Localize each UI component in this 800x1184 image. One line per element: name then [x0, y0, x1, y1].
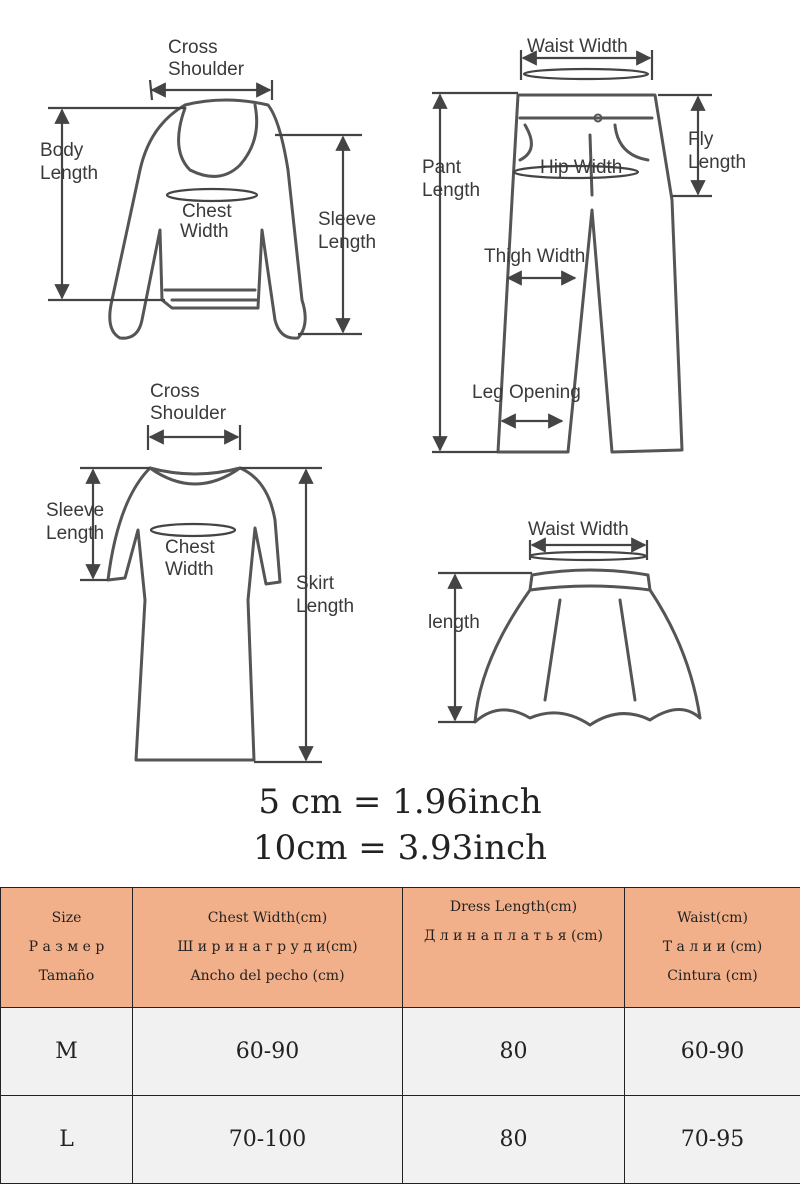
- dress-cross-shoulder-label-1: Cross: [150, 381, 200, 402]
- skirt-length-label: length: [428, 612, 480, 633]
- dress-figure: [108, 468, 280, 760]
- sweater-chest-width-label-2: Width: [180, 221, 229, 242]
- conversion-line-1: 5 cm = 1.96inch: [0, 782, 800, 822]
- header-size-en: Size: [5, 909, 128, 928]
- header-chest-width-en: Chest Width(cm): [137, 909, 398, 928]
- dress-cross-shoulder-measure: [148, 381, 240, 450]
- cell-size: M: [1, 1008, 133, 1096]
- header-dress-length-en: Dress Length(cm): [407, 898, 620, 917]
- conversion-line-2: 10cm = 3.93inch: [0, 828, 800, 868]
- sweater-sleeve-length-label-1: Sleeve: [318, 209, 376, 230]
- header-waist-es: Cintura (cm): [629, 967, 796, 986]
- pants-thigh-width-measure: [484, 246, 585, 278]
- header-size-es: Tamaño: [5, 967, 128, 986]
- cell-size: L: [1, 1096, 133, 1184]
- dress-sleeve-length-label-2: Length: [46, 523, 104, 544]
- skirt-waist-width-label: Waist Width: [528, 519, 629, 540]
- sweater-sleeve-length-label-2: Length: [318, 232, 376, 253]
- table-row: [1, 1096, 800, 1184]
- pants-leg-opening-label: Leg Opening: [472, 382, 581, 403]
- dress-skirt-length-label-1: Skirt: [296, 573, 335, 594]
- pants-waist-width-measure: [521, 36, 652, 80]
- header-waist-ru: Т а л и и (cm): [629, 938, 796, 957]
- cell-dress-length: 80: [403, 1096, 625, 1184]
- dress-chest-width-measure: [151, 524, 235, 580]
- cell-waist: 60-90: [625, 1008, 800, 1096]
- skirt-figure: [475, 570, 700, 725]
- pants-fly-length-measure: [658, 95, 746, 196]
- sweater-body-length-label-2: Length: [40, 163, 98, 184]
- dress-skirt-length-measure: [240, 468, 354, 762]
- size-table: [0, 887, 800, 1184]
- header-size: [1, 888, 133, 1008]
- header-chest-width: [133, 888, 403, 1008]
- header-dress-length-ru: Д л и н а п л а т ь я (cm): [407, 927, 620, 946]
- sweater-body-length-measure: [40, 108, 185, 300]
- skirt-length-measure: [428, 573, 532, 722]
- header-chest-width-es: Ancho del pecho (cm): [137, 967, 398, 986]
- header-size-ru: Р а з м е р: [5, 938, 128, 957]
- cell-chest-width: 70-100: [133, 1096, 403, 1184]
- dress-sleeve-length-measure: [46, 468, 150, 580]
- cell-dress-length: 80: [403, 1008, 625, 1096]
- sweater-cross-shoulder-label-2: Shoulder: [168, 59, 245, 80]
- pants-waist-width-label: Waist Width: [527, 36, 628, 57]
- dress-skirt-length-label-2: Length: [296, 596, 354, 617]
- pants-leg-opening-measure: [472, 382, 581, 421]
- size-table-header-row: [1, 888, 800, 1008]
- pants-pant-length-label-2: Length: [422, 180, 480, 201]
- skirt-waist-width-measure: [528, 519, 647, 560]
- dress-sleeve-length-label-1: Sleeve: [46, 500, 104, 521]
- cell-waist: 70-95: [625, 1096, 800, 1184]
- sweater-cross-shoulder-measure: [150, 37, 272, 100]
- dress-chest-width-label-1: Chest: [165, 537, 215, 558]
- pants-hip-width-measure: [514, 157, 638, 178]
- cell-chest-width: 60-90: [133, 1008, 403, 1096]
- pants-pant-length-label-1: Pant: [422, 157, 462, 178]
- table-row: [1, 1008, 800, 1096]
- pants-thigh-width-label: Thigh Width: [484, 246, 585, 267]
- pants-fly-length-label-1: Fly: [688, 129, 714, 150]
- pants-fly-length-label-2: Length: [688, 152, 746, 173]
- header-dress-length: [403, 888, 625, 1008]
- header-waist: [625, 888, 800, 1008]
- sweater-chest-width-measure: [167, 189, 257, 242]
- sweater-sleeve-length-measure: [275, 135, 376, 334]
- dress-chest-width-label-2: Width: [165, 559, 214, 580]
- pants-hip-width-label: Hip Width: [540, 157, 622, 178]
- sweater-body-length-label-1: Body: [40, 140, 84, 161]
- header-chest-width-ru: Ш и р и н а г р у д и(cm): [137, 938, 398, 957]
- header-waist-en: Waist(cm): [629, 909, 796, 928]
- sweater-chest-width-label-1: Chest: [182, 201, 232, 222]
- dress-cross-shoulder-label-2: Shoulder: [150, 403, 227, 424]
- sweater-cross-shoulder-label-1: Cross: [168, 37, 218, 58]
